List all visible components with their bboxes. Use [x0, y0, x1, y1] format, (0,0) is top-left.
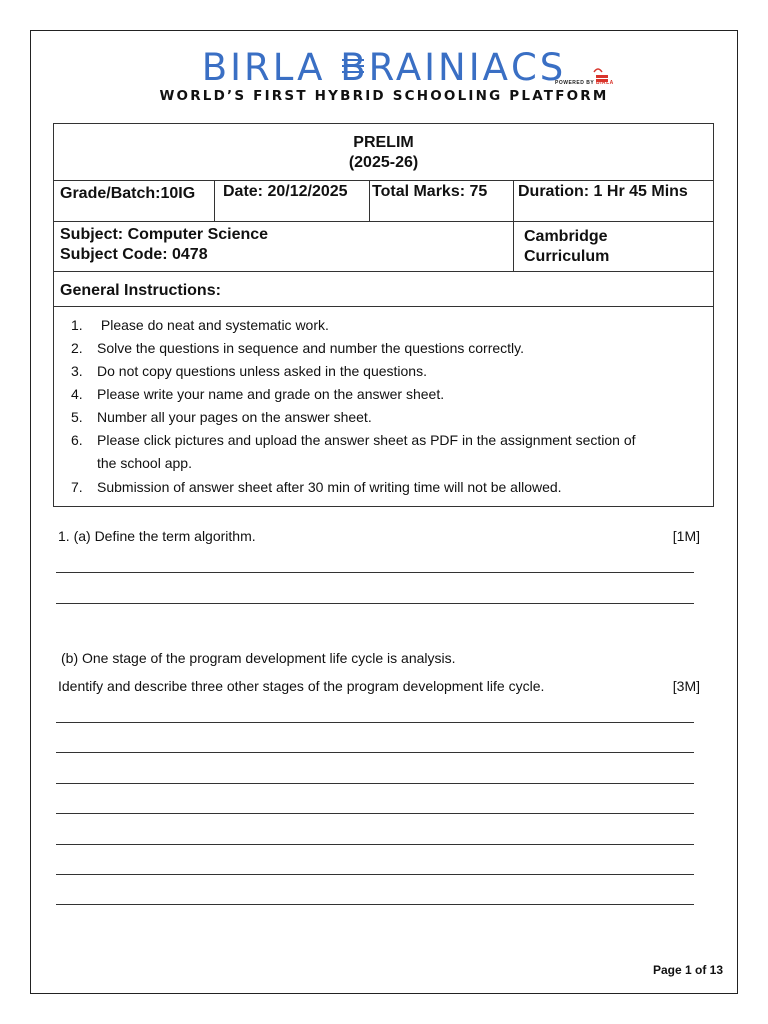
answer-line[interactable]	[56, 722, 694, 723]
brand-logo	[0, 44, 768, 90]
table-column-divider	[513, 180, 514, 271]
general-instructions-heading: General Instructions:	[60, 282, 221, 299]
list-item: the school app.	[97, 455, 192, 471]
table-divider	[54, 306, 713, 307]
answer-line[interactable]	[56, 783, 694, 784]
answer-line[interactable]	[56, 904, 694, 905]
question-1b: Identify and describe three other stages of the program development life cycle.	[58, 678, 545, 694]
duration: Duration: 1 Hr 45 Mins	[518, 183, 688, 200]
exam-year: (2025-26)	[348, 154, 419, 171]
answer-line[interactable]	[56, 844, 694, 845]
table-divider	[54, 271, 713, 272]
subject: Subject: Computer Science	[60, 226, 269, 243]
answer-line[interactable]	[56, 603, 694, 604]
list-item: 6. Please click pictures and upload the answer sheet as PDF in the assignment section of	[71, 432, 636, 448]
list-item: 3. Do not copy questions unless asked in the questions.	[71, 363, 427, 379]
grade-batch: Grade/Batch:10IG	[60, 185, 196, 202]
table-divider	[54, 180, 713, 181]
question-1a: 1. (a) Define the term algorithm.	[58, 528, 256, 544]
table-column-divider	[369, 180, 370, 221]
exam-date: Date: 20/12/2025	[223, 183, 348, 200]
subject-code: Subject Code: 0478	[60, 246, 208, 263]
logo-b-mark: B	[340, 45, 369, 89]
logo-a-mark: A	[482, 45, 511, 89]
page-number: Page 1 of 13	[652, 963, 723, 977]
list-item: 2. Solve the questions in sequence and number the questions correctly.	[71, 340, 524, 356]
table-column-divider	[214, 180, 215, 221]
list-item: 7. Submission of answer sheet after 30 min of writing time will not be allowed.	[71, 479, 562, 495]
total-marks: Total Marks: 75	[372, 183, 488, 200]
list-item: 1. Please do neat and systematic work.	[71, 317, 329, 333]
answer-line[interactable]	[56, 752, 694, 753]
answer-line[interactable]	[56, 572, 694, 573]
list-item: 5. Number all your pages on the answer sheet.	[71, 409, 372, 425]
powered-by-label: POWERED BY BIRLA	[555, 80, 614, 86]
tagline: WORLD’S FIRST HYBRID SCHOOLING PLATFORM	[159, 88, 609, 104]
curriculum-line-1: Cambridge	[524, 228, 608, 245]
exam-info-table	[53, 123, 714, 507]
answer-line[interactable]	[56, 874, 694, 875]
birla-emblem-icon	[562, 66, 610, 90]
curriculum-line-2: Curriculum	[524, 248, 610, 265]
answer-line[interactable]	[56, 813, 694, 814]
question-1a-marks: [1M]	[672, 528, 700, 544]
question-1b-marks: [3M]	[672, 678, 700, 694]
exam-title: PRELIM	[353, 134, 414, 151]
table-divider	[54, 221, 713, 222]
list-item: 4. Please write your name and grade on the answer sheet.	[71, 386, 445, 402]
question-1b-intro: (b) One stage of the program development life cycle is analysis.	[61, 650, 456, 666]
logo-text: BIRLA B RAINIACS	[201, 45, 567, 89]
